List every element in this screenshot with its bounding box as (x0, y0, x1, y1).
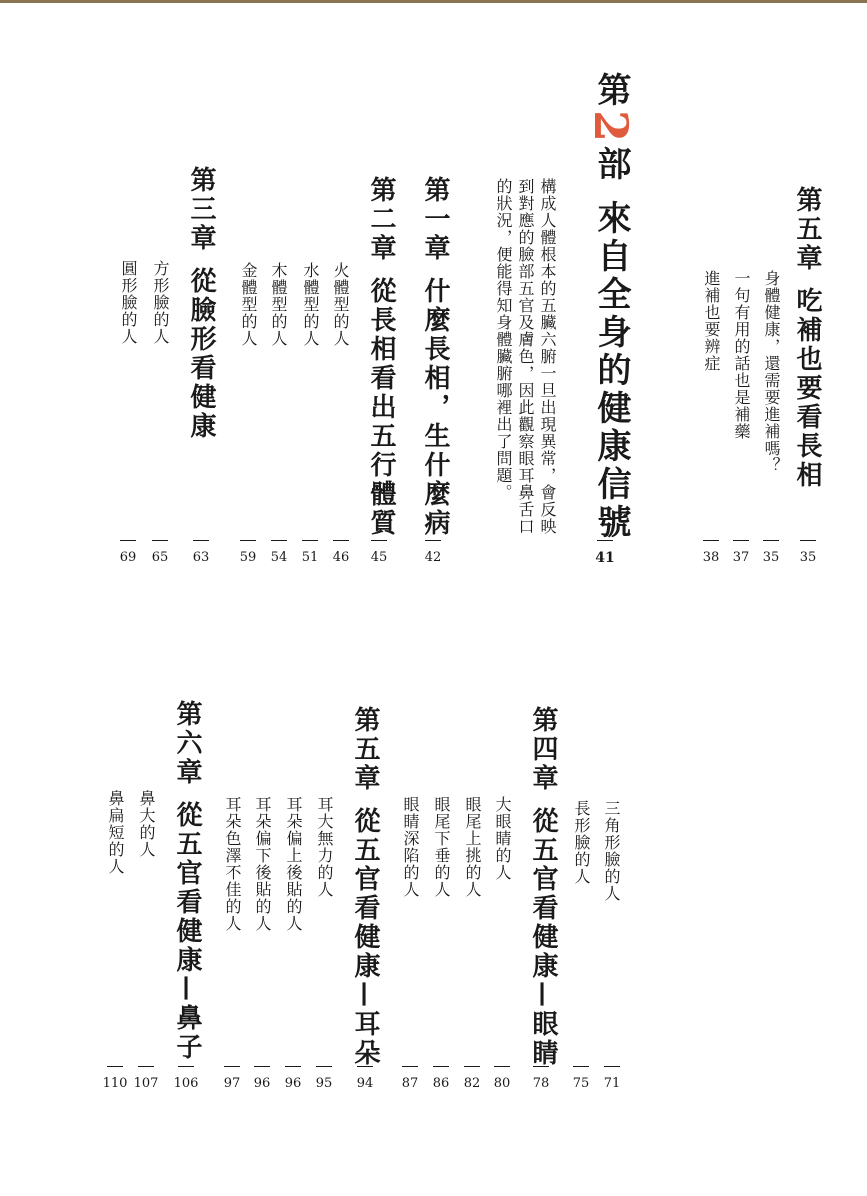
chapter-title: 什麼長相，生什麼病 (420, 277, 450, 538)
part-title: 來自全身的健康信號 (591, 200, 631, 543)
toc-chapter-5[interactable] (794, 186, 820, 490)
page-number: 78 (526, 1066, 556, 1091)
page-number: 96 (247, 1066, 277, 1091)
page-number: 41 (590, 540, 620, 566)
toc-entry[interactable]: 耳朵偏上後貼的人 (284, 796, 303, 932)
toc-entry[interactable]: 一句有用的話也是補藥 (732, 270, 751, 440)
toc-entry[interactable]: 火體型的人 (331, 262, 350, 347)
page-number: 51 (295, 540, 325, 565)
page-number: 96 (278, 1066, 308, 1091)
page-number: 71 (597, 1066, 627, 1091)
toc-entry[interactable]: 眼睛深陷的人 (401, 796, 420, 898)
toc-entry[interactable]: 三角形臉的人 (602, 800, 621, 902)
chapter-label: 第四章 (528, 706, 558, 793)
part-suffix: 部 (591, 146, 631, 185)
page-number: 37 (726, 540, 756, 565)
chapter-title: 吃補也要看長相 (792, 287, 822, 490)
chapter-title: 從長相看出五行體質 (366, 277, 396, 538)
page-number: 35 (793, 540, 823, 565)
toc-chapter-2[interactable] (368, 176, 394, 538)
page-number: 94 (350, 1066, 380, 1091)
part-number: 2 (584, 110, 638, 147)
toc-entry[interactable]: 圓形臉的人 (119, 260, 138, 345)
page-number: 69 (113, 540, 143, 565)
chapter-title: 從五官看健康—耳朵 (350, 807, 380, 1068)
chapter-label: 第五章 (350, 706, 380, 793)
chapter-title: 從臉形看健康 (186, 267, 216, 441)
description-line: 到對應的臉部五官及膚色，因此觀察眼耳鼻舌口 (516, 178, 535, 535)
toc-entry[interactable]: 耳朵色澤不佳的人 (223, 796, 242, 932)
chapter-title: 從五官看健康—眼睛 (528, 807, 558, 1068)
page-number: 54 (264, 540, 294, 565)
page-number: 45 (364, 540, 394, 565)
toc-entry[interactable]: 水體型的人 (301, 262, 320, 347)
chapter-label: 第六章 (172, 700, 202, 787)
toc-entry[interactable]: 眼尾上挑的人 (463, 796, 482, 898)
page-number: 75 (566, 1066, 596, 1091)
toc-entry[interactable]: 身體健康，還需要進補嗎？ (762, 270, 781, 474)
page-number: 59 (233, 540, 263, 565)
toc-chapter-5-ears[interactable] (352, 706, 378, 1068)
toc-chapter-6[interactable] (174, 700, 200, 1062)
page-number: 87 (395, 1066, 425, 1091)
toc-entry[interactable]: 大眼睛的人 (493, 796, 512, 881)
page-number: 97 (217, 1066, 247, 1091)
chapter-label: 第二章 (366, 176, 396, 263)
page-number: 82 (457, 1066, 487, 1091)
toc-entry[interactable]: 眼尾下垂的人 (432, 796, 451, 898)
page-number: 86 (426, 1066, 456, 1091)
toc-entry[interactable]: 長形臉的人 (572, 800, 591, 885)
page-number: 35 (756, 540, 786, 565)
page-number: 42 (418, 540, 448, 565)
chapter-label: 第五章 (792, 186, 822, 273)
toc-entry[interactable]: 鼻大的人 (137, 790, 156, 858)
part-prefix: 第 (591, 72, 631, 110)
toc-entry[interactable]: 耳朵偏下後貼的人 (253, 796, 272, 932)
page-number: 38 (696, 540, 726, 565)
page-number: 80 (487, 1066, 517, 1091)
part-description (492, 178, 558, 538)
part-heading (584, 72, 638, 543)
page-number: 63 (186, 540, 216, 565)
chapter-title: 從五官看健康—鼻子 (172, 801, 202, 1062)
page-number: 107 (131, 1066, 161, 1091)
toc-chapter-4[interactable] (530, 706, 556, 1068)
page-number: 46 (326, 540, 356, 565)
toc-chapter-3[interactable] (188, 166, 214, 441)
page-number: 106 (171, 1066, 201, 1091)
page-number: 110 (100, 1066, 130, 1091)
toc-entry[interactable]: 耳大無力的人 (315, 796, 334, 898)
toc-entry[interactable]: 木體型的人 (269, 262, 288, 347)
toc-entry[interactable]: 進補也要辨症 (702, 270, 721, 372)
page-number: 95 (309, 1066, 339, 1091)
toc-entry[interactable]: 金體型的人 (239, 262, 258, 347)
description-line: 的狀況，便能得知身體臟腑哪裡出了問題。 (494, 178, 513, 501)
page-number: 65 (145, 540, 175, 565)
chapter-label: 第一章 (420, 176, 450, 263)
description-line: 構成人體根本的五臟六腑一旦出現異常，會反映 (538, 178, 557, 535)
toc-entry[interactable]: 鼻扁短的人 (106, 790, 125, 875)
toc-entry[interactable]: 方形臉的人 (151, 260, 170, 345)
chapter-label: 第三章 (186, 166, 216, 253)
toc-chapter-1[interactable] (422, 176, 448, 538)
